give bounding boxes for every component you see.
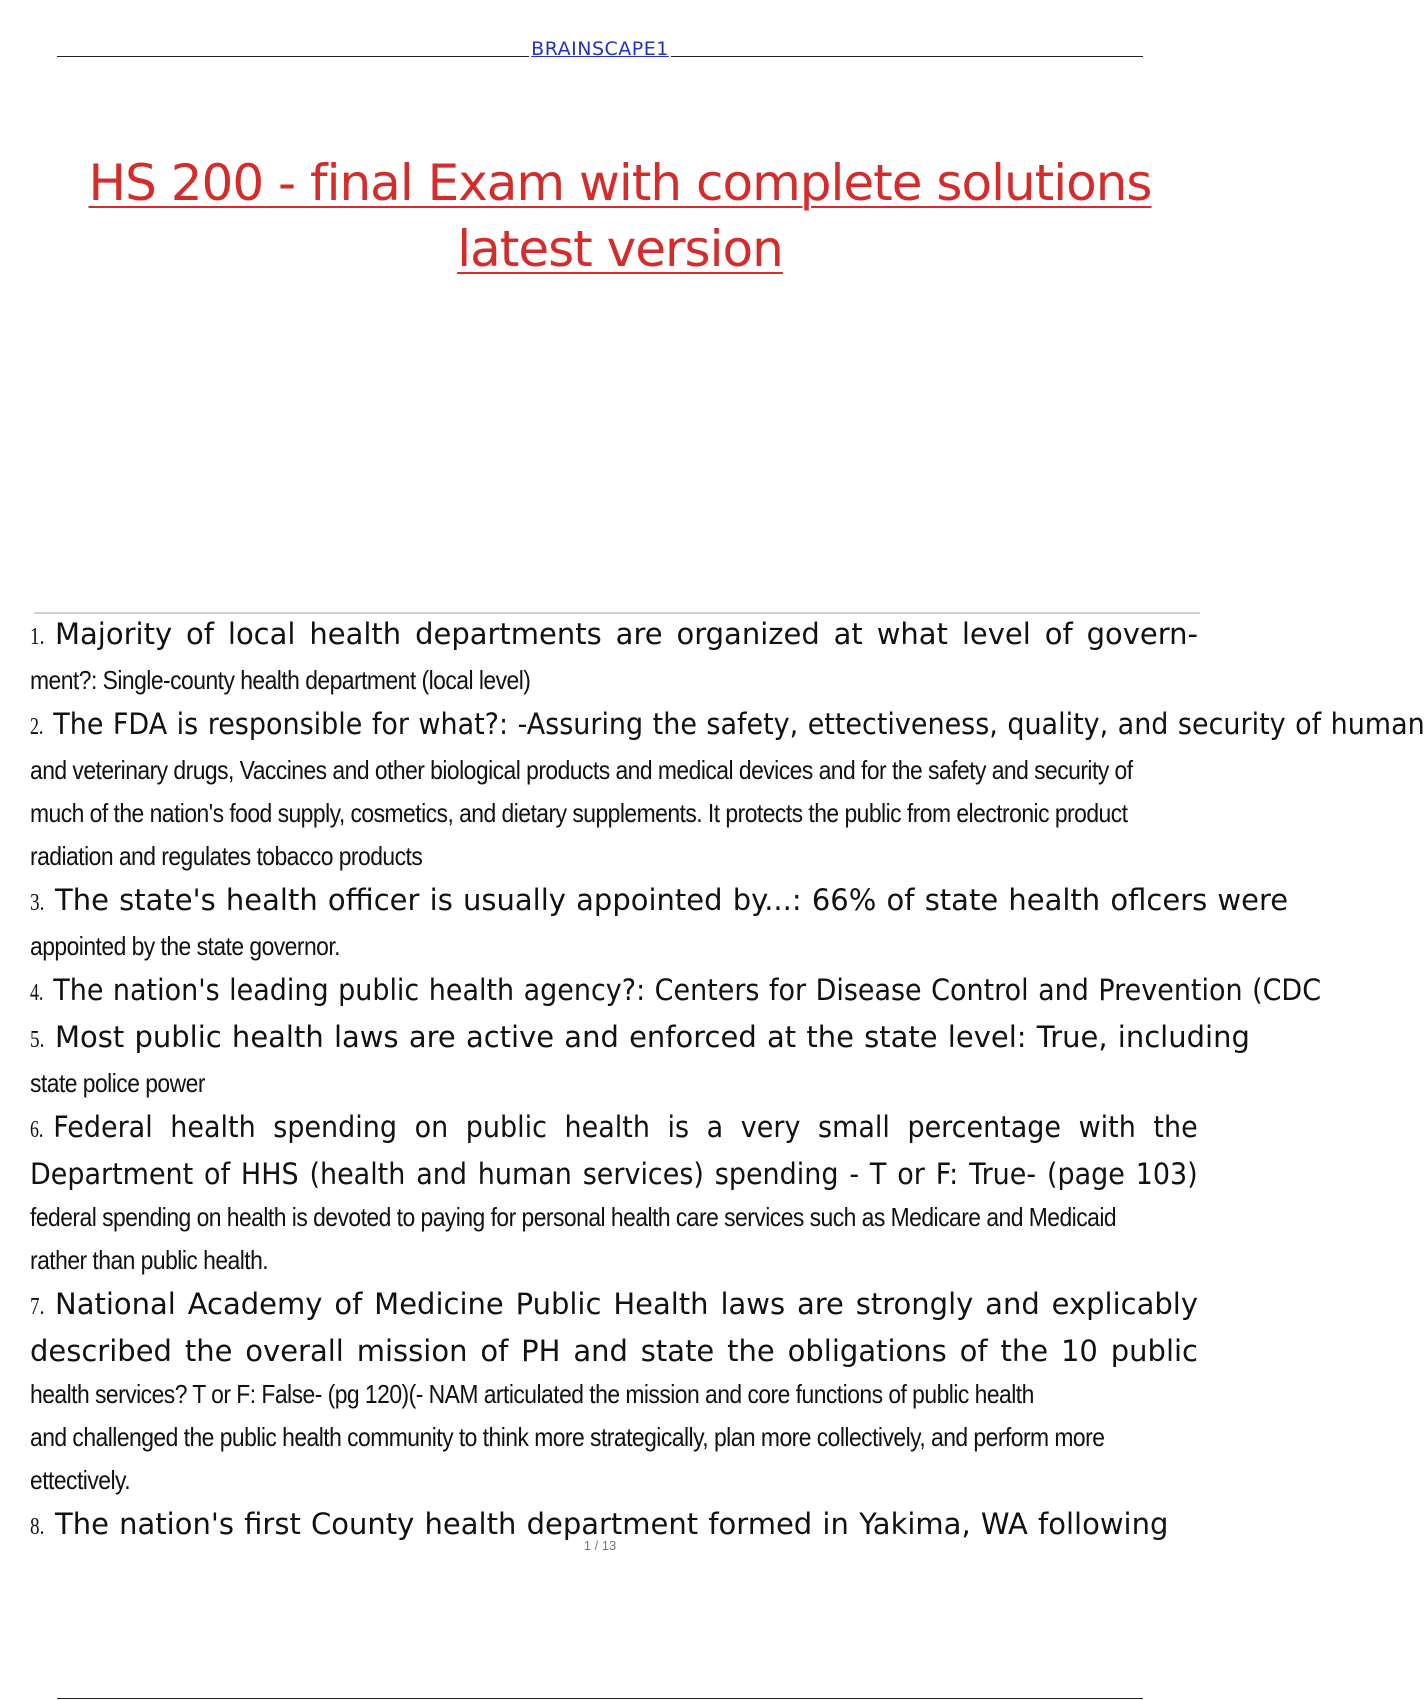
question-number: 4. xyxy=(30,980,44,1006)
question-item xyxy=(30,1105,1198,1282)
page-indicator: 1 / 13 xyxy=(583,1538,617,1553)
answer-line: radiation and regulates tobacco products xyxy=(30,841,423,871)
question-text: Department of HHS (health and human services) spending - T or F: True- (page 103) xyxy=(30,1157,1198,1191)
question-item xyxy=(30,612,1198,702)
question-line xyxy=(30,1282,1198,1329)
question-line xyxy=(30,612,1198,659)
answer-line: ment?: Single-county health department (local level) xyxy=(30,665,531,695)
question-text: Most public health laws are active and enforced at the state level: True, including xyxy=(55,1020,1250,1054)
answer-line: federal spending on health is devoted to paying for personal health care services such as Medicare and Medicaid xyxy=(30,1202,1117,1232)
question-text: Majority of local health departments are organized at what level of govern- xyxy=(55,617,1198,651)
brand-link[interactable]: BRAINSCAPE1 xyxy=(531,38,669,60)
question-line xyxy=(30,1152,1198,1196)
question-line xyxy=(30,702,1425,749)
question-line xyxy=(30,878,1289,925)
question-number: 3. xyxy=(30,890,45,916)
question-item xyxy=(30,702,1425,878)
question-line xyxy=(30,968,1322,1015)
question-list xyxy=(30,612,1425,1549)
question-number: 1. xyxy=(30,624,45,650)
question-number: 8. xyxy=(30,1514,45,1540)
question-text: described the overall mission of PH and state the obligations of the 10 public xyxy=(30,1334,1198,1368)
footer-rule xyxy=(57,1698,1143,1699)
question-text: The state's health officer is usually appointed by...: 66% of state health oflcers were xyxy=(55,883,1289,917)
question-number: 5. xyxy=(30,1027,45,1053)
question-item xyxy=(30,968,1322,1015)
answer-line: state police power xyxy=(30,1068,205,1098)
answer-line: health services? T or F: False- (pg 120)(- NAM articulated the mission and core functions of public health xyxy=(30,1379,1034,1409)
question-line xyxy=(30,1015,1250,1062)
question-line xyxy=(30,1329,1198,1373)
brand-header[interactable] xyxy=(0,38,1200,60)
question-item xyxy=(30,1015,1250,1105)
answer-line: and challenged the public health community to think more strategically, plan more collectively, and perform more xyxy=(30,1422,1105,1452)
question-item xyxy=(30,1282,1198,1502)
question-line xyxy=(30,1105,1198,1152)
question-item xyxy=(30,878,1289,968)
answer-line: rather than public health. xyxy=(30,1245,269,1275)
question-number: 7. xyxy=(30,1294,45,1320)
question-text: The nation's leading public health agency?: Centers for Disease Control and Prevention (CDC xyxy=(53,973,1322,1007)
question-text: The nation's first County health department formed in Yakima, WA following xyxy=(55,1507,1169,1541)
answer-line: appointed by the state governor. xyxy=(30,931,341,961)
question-text: The FDA is responsible for what?: -Assuring the safety, ettectiveness, quality, and security of human xyxy=(53,707,1425,741)
answer-line: ettectively. xyxy=(30,1465,131,1495)
question-text: Federal health spending on public health is a very small percentage with the xyxy=(53,1110,1198,1144)
question-number: 2. xyxy=(30,714,44,740)
question-number: 6. xyxy=(30,1117,44,1143)
question-text: National Academy of Medicine Public Health laws are strongly and explicably xyxy=(55,1287,1198,1321)
document-title: HS 200 - final Exam with complete solutions latest version xyxy=(88,154,1152,278)
answer-line: much of the nation's food supply, cosmetics, and dietary supplements. It protects the public from electronic product xyxy=(30,798,1128,828)
answer-line: and veterinary drugs, Vaccines and other biological products and medical devices and for the safety and security of xyxy=(30,755,1133,785)
